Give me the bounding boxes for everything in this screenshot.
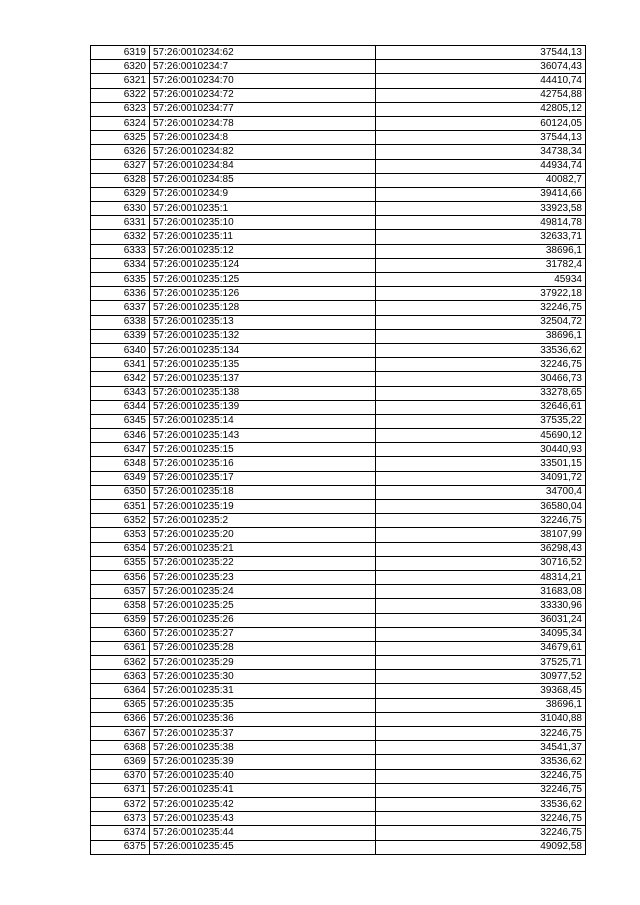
row-number-cell: 6324 bbox=[91, 116, 150, 130]
cadastral-number-cell: 57:26:0010235:21 bbox=[150, 542, 376, 556]
value-cell: 32246,75 bbox=[376, 301, 586, 315]
value-cell: 32246,75 bbox=[376, 358, 586, 372]
table-row bbox=[91, 797, 586, 811]
table-row bbox=[91, 429, 586, 443]
row-number-cell: 6321 bbox=[91, 74, 150, 88]
value-cell: 32246,75 bbox=[376, 514, 586, 528]
value-cell: 49092,58 bbox=[376, 840, 586, 854]
table-row bbox=[91, 414, 586, 428]
cadastral-number-cell: 57:26:0010235:43 bbox=[150, 812, 376, 826]
cadastral-number-cell: 57:26:0010234:85 bbox=[150, 173, 376, 187]
cadastral-number-cell: 57:26:0010235:35 bbox=[150, 698, 376, 712]
table-row bbox=[91, 358, 586, 372]
table-row bbox=[91, 528, 586, 542]
row-number-cell: 6348 bbox=[91, 457, 150, 471]
row-number-cell: 6338 bbox=[91, 315, 150, 329]
value-cell: 32246,75 bbox=[376, 727, 586, 741]
row-number-cell: 6351 bbox=[91, 500, 150, 514]
row-number-cell: 6349 bbox=[91, 471, 150, 485]
row-number-cell: 6326 bbox=[91, 145, 150, 159]
table-row bbox=[91, 173, 586, 187]
value-cell: 30466,73 bbox=[376, 372, 586, 386]
table-row bbox=[91, 372, 586, 386]
cadastral-value-table bbox=[90, 45, 586, 855]
value-cell: 33536,62 bbox=[376, 755, 586, 769]
row-number-cell: 6360 bbox=[91, 627, 150, 641]
value-cell: 39368,45 bbox=[376, 684, 586, 698]
cadastral-number-cell: 57:26:0010235:12 bbox=[150, 244, 376, 258]
cadastral-number-cell: 57:26:0010234:7 bbox=[150, 60, 376, 74]
value-cell: 32246,75 bbox=[376, 769, 586, 783]
cadastral-number-cell: 57:26:0010235:26 bbox=[150, 613, 376, 627]
row-number-cell: 6334 bbox=[91, 258, 150, 272]
cadastral-number-cell: 57:26:0010235:2 bbox=[150, 514, 376, 528]
value-cell: 32504,72 bbox=[376, 315, 586, 329]
value-cell: 30716,52 bbox=[376, 556, 586, 570]
table-row bbox=[91, 116, 586, 130]
row-number-cell: 6370 bbox=[91, 769, 150, 783]
cadastral-number-cell: 57:26:0010235:36 bbox=[150, 712, 376, 726]
row-number-cell: 6363 bbox=[91, 670, 150, 684]
table-row bbox=[91, 613, 586, 627]
value-cell: 33536,62 bbox=[376, 343, 586, 357]
cadastral-number-cell: 57:26:0010235:23 bbox=[150, 570, 376, 584]
row-number-cell: 6323 bbox=[91, 102, 150, 116]
row-number-cell: 6373 bbox=[91, 812, 150, 826]
row-number-cell: 6336 bbox=[91, 287, 150, 301]
row-number-cell: 6327 bbox=[91, 159, 150, 173]
value-cell: 37544,13 bbox=[376, 46, 586, 60]
value-cell: 49814,78 bbox=[376, 216, 586, 230]
row-number-cell: 6367 bbox=[91, 727, 150, 741]
table-row bbox=[91, 301, 586, 315]
row-number-cell: 6341 bbox=[91, 358, 150, 372]
value-cell: 45934 bbox=[376, 273, 586, 287]
cadastral-number-cell: 57:26:0010235:18 bbox=[150, 485, 376, 499]
value-cell: 38696,1 bbox=[376, 698, 586, 712]
value-cell: 31782,4 bbox=[376, 258, 586, 272]
row-number-cell: 6333 bbox=[91, 244, 150, 258]
row-number-cell: 6366 bbox=[91, 712, 150, 726]
table-row bbox=[91, 485, 586, 499]
value-cell: 33536,62 bbox=[376, 797, 586, 811]
table-row bbox=[91, 542, 586, 556]
table-row bbox=[91, 514, 586, 528]
cadastral-number-cell: 57:26:0010235:40 bbox=[150, 769, 376, 783]
table-row bbox=[91, 46, 586, 60]
table-row bbox=[91, 627, 586, 641]
table-row bbox=[91, 258, 586, 272]
row-number-cell: 6345 bbox=[91, 414, 150, 428]
row-number-cell: 6374 bbox=[91, 826, 150, 840]
value-cell: 37535,22 bbox=[376, 414, 586, 428]
cadastral-number-cell: 57:26:0010235:42 bbox=[150, 797, 376, 811]
cadastral-number-cell: 57:26:0010235:125 bbox=[150, 273, 376, 287]
table-row bbox=[91, 159, 586, 173]
cadastral-number-cell: 57:26:0010235:13 bbox=[150, 315, 376, 329]
cadastral-number-cell: 57:26:0010235:38 bbox=[150, 741, 376, 755]
row-number-cell: 6331 bbox=[91, 216, 150, 230]
cadastral-number-cell: 57:26:0010235:128 bbox=[150, 301, 376, 315]
row-number-cell: 6362 bbox=[91, 656, 150, 670]
table-row bbox=[91, 343, 586, 357]
cadastral-number-cell: 57:26:0010235:135 bbox=[150, 358, 376, 372]
table-row bbox=[91, 457, 586, 471]
row-number-cell: 6353 bbox=[91, 528, 150, 542]
row-number-cell: 6354 bbox=[91, 542, 150, 556]
table-row bbox=[91, 60, 586, 74]
table-row bbox=[91, 386, 586, 400]
cadastral-number-cell: 57:26:0010235:24 bbox=[150, 585, 376, 599]
cadastral-number-cell: 57:26:0010235:126 bbox=[150, 287, 376, 301]
cadastral-number-cell: 57:26:0010235:19 bbox=[150, 500, 376, 514]
table-row bbox=[91, 145, 586, 159]
table-row bbox=[91, 698, 586, 712]
cadastral-number-cell: 57:26:0010235:31 bbox=[150, 684, 376, 698]
cadastral-number-cell: 57:26:0010235:11 bbox=[150, 230, 376, 244]
table-row bbox=[91, 670, 586, 684]
table-row bbox=[91, 684, 586, 698]
row-number-cell: 6357 bbox=[91, 585, 150, 599]
value-cell: 34738,34 bbox=[376, 145, 586, 159]
row-number-cell: 6343 bbox=[91, 386, 150, 400]
table-row bbox=[91, 570, 586, 584]
table-row bbox=[91, 769, 586, 783]
cadastral-number-cell: 57:26:0010235:17 bbox=[150, 471, 376, 485]
cadastral-number-cell: 57:26:0010235:44 bbox=[150, 826, 376, 840]
row-number-cell: 6328 bbox=[91, 173, 150, 187]
row-number-cell: 6340 bbox=[91, 343, 150, 357]
value-cell: 34679,61 bbox=[376, 641, 586, 655]
table-row bbox=[91, 585, 586, 599]
cadastral-number-cell: 57:26:0010235:41 bbox=[150, 783, 376, 797]
row-number-cell: 6322 bbox=[91, 88, 150, 102]
value-cell: 33501,15 bbox=[376, 457, 586, 471]
table-row bbox=[91, 244, 586, 258]
row-number-cell: 6372 bbox=[91, 797, 150, 811]
row-number-cell: 6371 bbox=[91, 783, 150, 797]
cadastral-number-cell: 57:26:0010235:20 bbox=[150, 528, 376, 542]
row-number-cell: 6352 bbox=[91, 514, 150, 528]
value-cell: 33278,65 bbox=[376, 386, 586, 400]
table-row bbox=[91, 755, 586, 769]
cadastral-number-cell: 57:26:0010235:138 bbox=[150, 386, 376, 400]
table-row bbox=[91, 216, 586, 230]
cadastral-number-cell: 57:26:0010234:78 bbox=[150, 116, 376, 130]
table-row bbox=[91, 500, 586, 514]
table-row bbox=[91, 727, 586, 741]
cadastral-number-cell: 57:26:0010235:137 bbox=[150, 372, 376, 386]
table-row bbox=[91, 599, 586, 613]
row-number-cell: 6329 bbox=[91, 187, 150, 201]
cadastral-number-cell: 57:26:0010235:39 bbox=[150, 755, 376, 769]
value-cell: 36031,24 bbox=[376, 613, 586, 627]
cadastral-number-cell: 57:26:0010235:10 bbox=[150, 216, 376, 230]
value-cell: 44410,74 bbox=[376, 74, 586, 88]
table-row bbox=[91, 471, 586, 485]
cadastral-number-cell: 57:26:0010235:14 bbox=[150, 414, 376, 428]
table-row bbox=[91, 131, 586, 145]
cadastral-number-cell: 57:26:0010235:29 bbox=[150, 656, 376, 670]
value-cell: 30977,52 bbox=[376, 670, 586, 684]
value-cell: 32646,61 bbox=[376, 400, 586, 414]
cadastral-number-cell: 57:26:0010235:27 bbox=[150, 627, 376, 641]
table-row bbox=[91, 556, 586, 570]
row-number-cell: 6337 bbox=[91, 301, 150, 315]
row-number-cell: 6320 bbox=[91, 60, 150, 74]
value-cell: 40082,7 bbox=[376, 173, 586, 187]
table-row bbox=[91, 641, 586, 655]
row-number-cell: 6344 bbox=[91, 400, 150, 414]
row-number-cell: 6339 bbox=[91, 329, 150, 343]
value-cell: 45690,12 bbox=[376, 429, 586, 443]
table-row bbox=[91, 74, 586, 88]
cadastral-number-cell: 57:26:0010235:1 bbox=[150, 202, 376, 216]
cadastral-number-cell: 57:26:0010234:70 bbox=[150, 74, 376, 88]
value-cell: 36074,43 bbox=[376, 60, 586, 74]
value-cell: 31683,08 bbox=[376, 585, 586, 599]
row-number-cell: 6332 bbox=[91, 230, 150, 244]
table-row bbox=[91, 712, 586, 726]
cadastral-number-cell: 57:26:0010234:82 bbox=[150, 145, 376, 159]
row-number-cell: 6358 bbox=[91, 599, 150, 613]
row-number-cell: 6369 bbox=[91, 755, 150, 769]
row-number-cell: 6375 bbox=[91, 840, 150, 854]
cadastral-number-cell: 57:26:0010234:62 bbox=[150, 46, 376, 60]
cadastral-number-cell: 57:26:0010234:9 bbox=[150, 187, 376, 201]
cadastral-number-cell: 57:26:0010235:16 bbox=[150, 457, 376, 471]
cadastral-number-cell: 57:26:0010234:8 bbox=[150, 131, 376, 145]
cadastral-number-cell: 57:26:0010235:134 bbox=[150, 343, 376, 357]
cadastral-number-cell: 57:26:0010235:22 bbox=[150, 556, 376, 570]
row-number-cell: 6347 bbox=[91, 443, 150, 457]
cadastral-number-cell: 57:26:0010234:72 bbox=[150, 88, 376, 102]
row-number-cell: 6350 bbox=[91, 485, 150, 499]
value-cell: 34541,37 bbox=[376, 741, 586, 755]
row-number-cell: 6356 bbox=[91, 570, 150, 584]
cadastral-number-cell: 57:26:0010235:132 bbox=[150, 329, 376, 343]
cadastral-number-cell: 57:26:0010235:124 bbox=[150, 258, 376, 272]
cadastral-number-cell: 57:26:0010235:139 bbox=[150, 400, 376, 414]
value-cell: 32246,75 bbox=[376, 826, 586, 840]
table-row bbox=[91, 400, 586, 414]
table-row bbox=[91, 202, 586, 216]
value-cell: 34095,34 bbox=[376, 627, 586, 641]
value-cell: 34091,72 bbox=[376, 471, 586, 485]
row-number-cell: 6325 bbox=[91, 131, 150, 145]
value-cell: 39414,66 bbox=[376, 187, 586, 201]
table-row bbox=[91, 287, 586, 301]
table-row bbox=[91, 273, 586, 287]
value-cell: 42754,88 bbox=[376, 88, 586, 102]
value-cell: 38107,99 bbox=[376, 528, 586, 542]
cadastral-number-cell: 57:26:0010235:45 bbox=[150, 840, 376, 854]
table-row bbox=[91, 812, 586, 826]
row-number-cell: 6364 bbox=[91, 684, 150, 698]
value-cell: 36298,43 bbox=[376, 542, 586, 556]
table-row bbox=[91, 741, 586, 755]
table-row bbox=[91, 315, 586, 329]
row-number-cell: 6365 bbox=[91, 698, 150, 712]
value-cell: 38696,1 bbox=[376, 244, 586, 258]
row-number-cell: 6330 bbox=[91, 202, 150, 216]
value-cell: 31040,88 bbox=[376, 712, 586, 726]
value-cell: 32633,71 bbox=[376, 230, 586, 244]
value-cell: 33330,96 bbox=[376, 599, 586, 613]
table-row bbox=[91, 656, 586, 670]
table-row bbox=[91, 187, 586, 201]
table-row bbox=[91, 783, 586, 797]
cadastral-number-cell: 57:26:0010234:77 bbox=[150, 102, 376, 116]
row-number-cell: 6359 bbox=[91, 613, 150, 627]
row-number-cell: 6355 bbox=[91, 556, 150, 570]
cadastral-number-cell: 57:26:0010235:25 bbox=[150, 599, 376, 613]
value-cell: 33923,58 bbox=[376, 202, 586, 216]
value-cell: 32246,75 bbox=[376, 812, 586, 826]
row-number-cell: 6342 bbox=[91, 372, 150, 386]
table-body bbox=[91, 46, 586, 855]
table-row bbox=[91, 826, 586, 840]
cadastral-number-cell: 57:26:0010235:143 bbox=[150, 429, 376, 443]
table-row bbox=[91, 329, 586, 343]
cadastral-number-cell: 57:26:0010234:84 bbox=[150, 159, 376, 173]
cadastral-number-cell: 57:26:0010235:30 bbox=[150, 670, 376, 684]
cadastral-number-cell: 57:26:0010235:28 bbox=[150, 641, 376, 655]
value-cell: 37544,13 bbox=[376, 131, 586, 145]
row-number-cell: 6346 bbox=[91, 429, 150, 443]
table-row bbox=[91, 840, 586, 854]
value-cell: 37922,18 bbox=[376, 287, 586, 301]
value-cell: 38696,1 bbox=[376, 329, 586, 343]
row-number-cell: 6335 bbox=[91, 273, 150, 287]
value-cell: 37525,71 bbox=[376, 656, 586, 670]
value-cell: 42805,12 bbox=[376, 102, 586, 116]
table-row bbox=[91, 88, 586, 102]
row-number-cell: 6319 bbox=[91, 46, 150, 60]
value-cell: 60124,05 bbox=[376, 116, 586, 130]
value-cell: 48314,21 bbox=[376, 570, 586, 584]
table-row bbox=[91, 102, 586, 116]
table-row bbox=[91, 443, 586, 457]
row-number-cell: 6368 bbox=[91, 741, 150, 755]
value-cell: 44934,74 bbox=[376, 159, 586, 173]
table-row bbox=[91, 230, 586, 244]
value-cell: 32246,75 bbox=[376, 783, 586, 797]
row-number-cell: 6361 bbox=[91, 641, 150, 655]
cadastral-number-cell: 57:26:0010235:15 bbox=[150, 443, 376, 457]
value-cell: 30440,93 bbox=[376, 443, 586, 457]
cadastral-number-cell: 57:26:0010235:37 bbox=[150, 727, 376, 741]
value-cell: 36580,04 bbox=[376, 500, 586, 514]
value-cell: 34700,4 bbox=[376, 485, 586, 499]
